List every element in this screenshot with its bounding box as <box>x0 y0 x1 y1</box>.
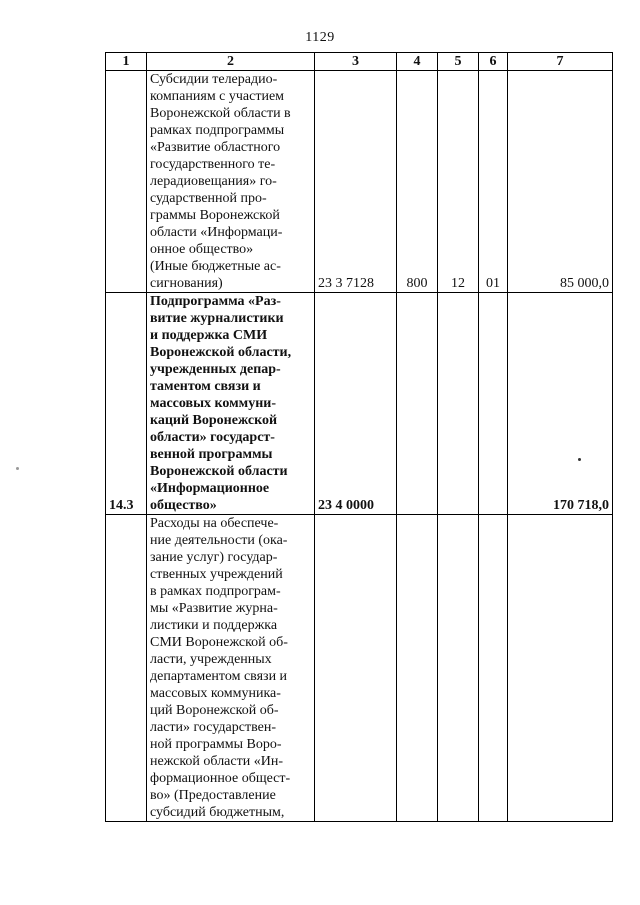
row-name-line: граммы Воронежской <box>150 208 280 223</box>
header-row <box>106 53 613 71</box>
row-name-line: ние деятельности (ока- <box>150 533 288 548</box>
row-name-line: Воронежской области <box>150 464 288 479</box>
target-article-cell <box>315 515 397 822</box>
section-cell: 12 <box>438 71 479 293</box>
row-name-line: ласти, учрежденных <box>150 652 272 667</box>
row-name-cell <box>147 71 315 293</box>
amount-cell: 170 718,0 <box>508 293 613 515</box>
row-number-cell: 14.3 <box>106 293 147 515</box>
subsection-cell: 01 <box>479 71 508 293</box>
column-header: 3 <box>315 53 397 71</box>
row-name-line: мы «Развитие журна- <box>150 601 278 616</box>
row-name-line: департаментом связи и <box>150 669 288 684</box>
column-header: 2 <box>147 53 315 71</box>
amount-cell: 85 000,0 <box>508 71 613 293</box>
row-name-line: компаниям с участием <box>150 89 285 104</box>
row-name-line: области» государст- <box>150 430 275 445</box>
section-cell <box>438 293 479 515</box>
row-number-cell <box>106 515 147 822</box>
row-name-line: и поддержка СМИ <box>150 328 268 343</box>
column-header: 4 <box>397 53 438 71</box>
row-name-line: общество» <box>150 498 217 513</box>
row-name-line: ной программы Воро- <box>150 737 282 752</box>
row-name-line: сигнования) <box>150 276 223 291</box>
expense-type-cell: 800 <box>397 71 438 293</box>
row-name-line: во» (Предоставление <box>150 788 276 803</box>
row-name-cell <box>147 293 315 515</box>
row-name-cell <box>147 515 315 822</box>
row-name-line: массовых коммуни- <box>150 396 276 411</box>
budget-table <box>105 52 613 822</box>
column-header: 6 <box>479 53 508 71</box>
section-cell <box>438 515 479 822</box>
row-name-line: таментом связи и <box>150 379 261 394</box>
row-name-line: Воронежской области в <box>150 106 291 121</box>
row-name-line: (Иные бюджетные ас- <box>150 259 281 274</box>
row-name-line: массовых коммуника- <box>150 686 281 701</box>
row-name-line: ственных учреждений <box>150 567 283 582</box>
stray-mark <box>578 458 581 461</box>
table-row <box>106 293 613 515</box>
row-name-line: витие журналистики <box>150 311 284 326</box>
column-header: 5 <box>438 53 479 71</box>
target-article-cell: 23 4 0000 <box>315 293 397 515</box>
row-name-line: «Развитие областного <box>150 140 281 155</box>
row-name-line: субсидий бюджетным, <box>150 805 285 820</box>
row-name-line: Субсидии телерадио- <box>150 72 278 87</box>
row-name-line: ций Воронежской об- <box>150 703 279 718</box>
row-name-line: СМИ Воронежской об- <box>150 635 288 650</box>
row-name-line: листики и поддержка <box>150 618 278 633</box>
row-name-line: «Информационное <box>150 481 270 496</box>
subsection-cell <box>479 293 508 515</box>
column-header: 7 <box>508 53 613 71</box>
amount-cell <box>508 515 613 822</box>
row-name-line: каций Воронежской <box>150 413 278 428</box>
row-number-cell <box>106 71 147 293</box>
table-row <box>106 71 613 293</box>
row-name-line: в рамках подпрограм- <box>150 584 281 599</box>
row-name-line: формационное общест- <box>150 771 291 786</box>
row-name-line: сударственной про- <box>150 191 267 206</box>
row-name-line: зание услуг) государ- <box>150 550 278 565</box>
row-name-line: области «Информаци- <box>150 225 283 240</box>
expense-type-cell <box>397 293 438 515</box>
row-name-line: Воронежской области, <box>150 345 292 360</box>
subsection-cell <box>479 515 508 822</box>
row-name-line: государственного те- <box>150 157 276 172</box>
row-name-line: лерадиовещания» го- <box>150 174 277 189</box>
row-name-line: рамках подпрограммы <box>150 123 285 138</box>
expense-type-cell <box>397 515 438 822</box>
row-name-line: Расходы на обеспече- <box>150 516 279 531</box>
stray-mark <box>16 467 19 470</box>
table-row <box>106 515 613 822</box>
row-name-line: Подпрограмма «Раз- <box>150 294 281 309</box>
page-number: 1129 <box>305 30 335 45</box>
row-name-line: нежской области «Ин- <box>150 754 283 769</box>
row-name-line: венной программы <box>150 447 273 462</box>
row-name-line: онное общество» <box>150 242 254 257</box>
row-name-line: учрежденных депар- <box>150 362 281 377</box>
column-header: 1 <box>106 53 147 71</box>
target-article-cell: 23 3 7128 <box>315 71 397 293</box>
row-name-line: ласти» государствен- <box>150 720 276 735</box>
